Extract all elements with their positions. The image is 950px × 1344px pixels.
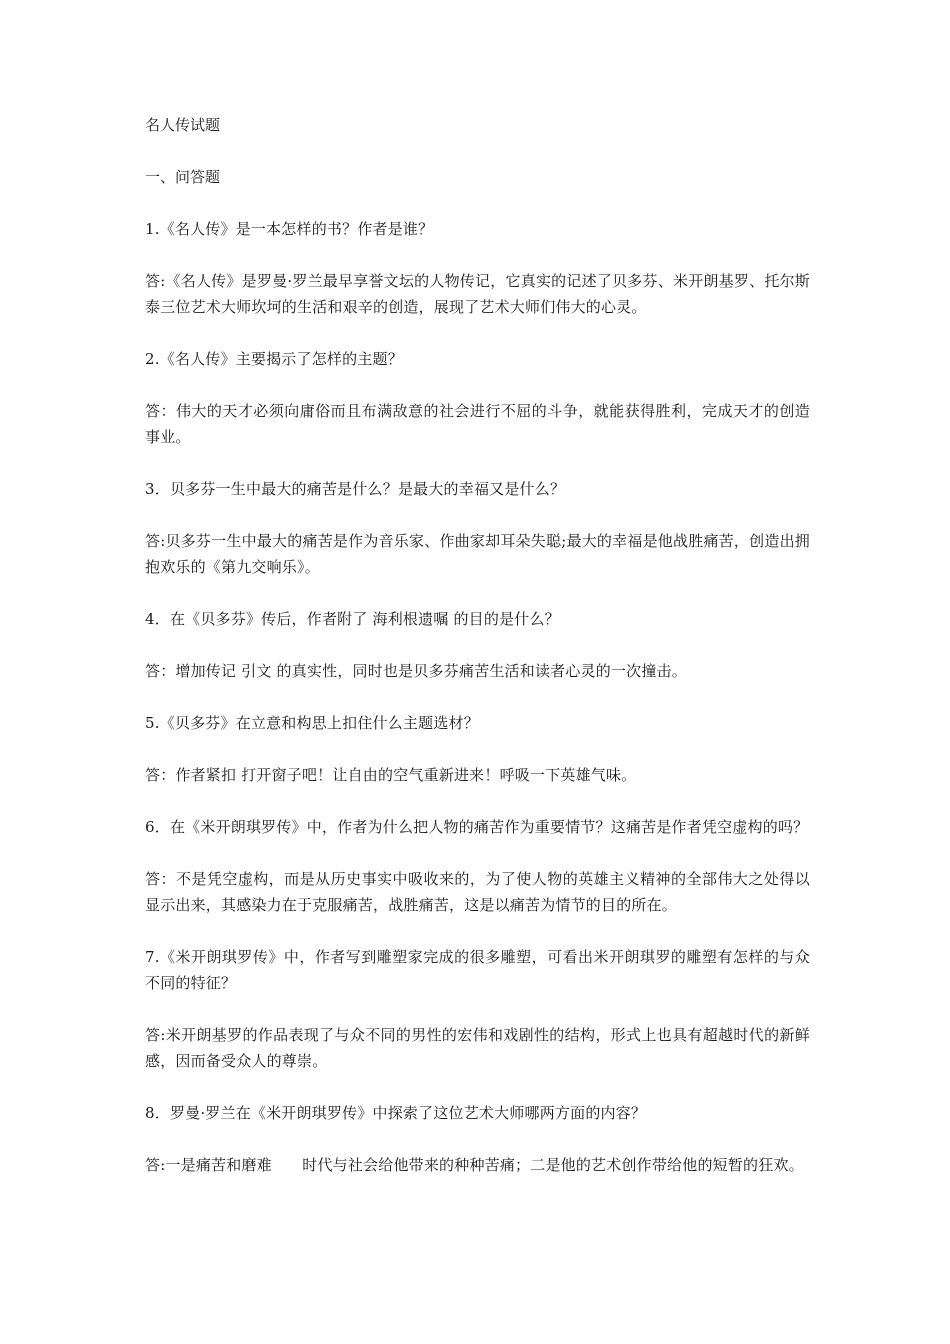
- answer-7: 答:米开朗基罗的作品表现了与众不同的男性的宏伟和戏剧性的结构，形式上也具有超越时代的新鲜感，因而备受众人的尊崇。: [145, 1026, 810, 1070]
- document-title: 名人传试题: [145, 116, 221, 134]
- answer-3: 答:贝多芬一生中最大的痛苦是作为音乐家、作曲家却耳朵失聪;最大的幸福是他战胜痛苦，创造出拥抱欢乐的《第九交响乐》。: [145, 532, 810, 576]
- answer-4: 答：增加传记 引文 的真实性，同时也是贝多芬痛苦生活和读者心灵的一次撞击。: [145, 662, 687, 680]
- question-8: 8．罗曼·罗兰在《米开朗琪罗传》中探索了这位艺术大师哪两方面的内容？: [145, 1104, 647, 1122]
- question-1: 1.《名人传》是一本怎样的书？作者是谁？: [145, 220, 434, 238]
- question-3: 3．贝多芬一生中最大的痛苦是什么？是最大的幸福又是什么？: [145, 480, 566, 498]
- question-4: 4．在《贝多芬》传后，作者附了 海利根遗嘱 的目的是什么？: [145, 610, 560, 628]
- answer-6: 答：不是凭空虚构，而是从历史事实中吸收来的，为了使人物的英雄主义精神的全部伟大之处得以显示出来，其感染力在于克服痛苦，战胜痛苦，这是以痛苦为情节的目的所在。: [145, 870, 810, 914]
- answer-2: 答：伟大的天才必须向庸俗而且布满敌意的社会进行不屈的斗争，就能获得胜利，完成天才的创造事业。: [145, 402, 810, 446]
- question-6: 6．在《米开朗琪罗传》中，作者为什么把人物的痛苦作为重要情节？这痛苦是作者凭空虚构的吗？: [145, 818, 809, 836]
- document-page: [145, 112, 810, 1204]
- section-heading: 一、问答题: [145, 168, 221, 186]
- question-5: 5.《贝多芬》在立意和构思上扣住什么主题选材？: [145, 714, 479, 732]
- answer-5: 答：作者紧扣 打开窗子吧！让自由的空气重新进来！呼吸一下英雄气味。: [145, 766, 637, 784]
- answer-1: 答:《名人传》是罗曼·罗兰最早享誉文坛的人物传记，它真实的记述了贝多芬、米开朗基罗、托尔斯泰三位艺术大师坎坷的生活和艰辛的创造，展现了艺术大师们伟大的心灵。: [145, 272, 810, 316]
- question-2: 2.《名人传》主要揭示了怎样的主题？: [145, 350, 403, 368]
- question-7: 7.《米开朗琪罗传》中，作者写到雕塑家完成的很多雕塑，可看出米开朗琪罗的雕塑有怎样的与众不同的特征？: [145, 948, 810, 992]
- answer-8: 答:一是痛苦和磨难 时代与社会给他带来的种种苦痛；二是他的艺术创作带给他的短暂的狂欢。: [145, 1156, 804, 1174]
